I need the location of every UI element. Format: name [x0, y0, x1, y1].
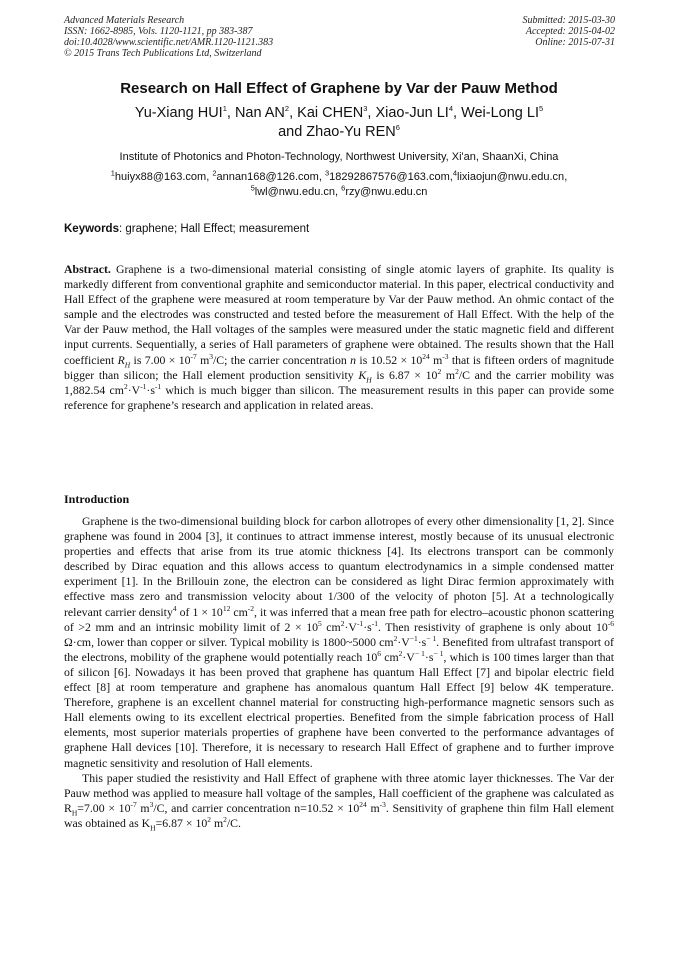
copyright-line: © 2015 Trans Tech Publications Ltd, Switzerland [64, 48, 262, 59]
email-link[interactable]: 18292867576@163.com [329, 171, 450, 183]
journal-info [64, 15, 273, 59]
online-date: Online: 2015-07-31 [535, 37, 615, 48]
email-link[interactable]: annan168@126.com [216, 171, 319, 183]
intro-paragraph-1: Graphene is the two-dimensional building block for carbon allotropes of every other dimensionality [1, 2]. Since graphene was found in 2004 [3], it continues to attract immense interest, mostly because of its unusual electronic properties and effects that arise from its true atomic thickness [4]. Its electrons transport can be commonly described by Dirac equation and this allows access to quantum electrodynamics in a simple condensed matter experiment [1]. In the Brillouin zone, the electron can be considered as light Dirac fermion approximately with effective mass zero and transmission velocity about 1/300 of the velocity of photon [5]. At a technologically relevant carrier density$^4$ of $1 \times 10^{12}$ $cm^{-2}$, it was inferred that a mean free path for electro–acoustic phonon scattering of >2 mm and an intrinsic mobility limit of $2 \times 10^5$ $cm^2\cdot V^{-1}\cdot s^{-1}$. Then resistivity of graphene is only about $10^{-6}$ Ω·cm, lower than copper or silver. Typical mobility is 1800~5000 $cm^2\cdot V^{-1}\cdot s^{- 1}$. Benefited from ultrafast transport of the electrons, mobility of the graphene would potentially reach $10^6$ $cm^2\cdot V^{- 1}\cdot s^{- 1}$, which is 100 times larger than that of silicon [6]. Nowadays it has been proved that graphene has quantum Hall Effect [7] and bipolar electric field effect [8] at room temperature and graphene has anomalous quantum Hall Effect [9] below 4K temperature. Therefore, graphene is an excellent channel material for constructing high-performance magnetic sensors such as Hall elements owing to its excellent electrical properties. Benefited from the simple fabrication process of Hall elements, most superior materials properties of graphene have been converted to the performance advantages of graphene Hall devices [10]. Therefore, it is necessary to research Hall Effect of graphene and to further improve magnetic sensitivity and resolution of Hall elements. [64, 514, 614, 770]
introduction-heading: Introduction [64, 492, 130, 506]
journal-name: Advanced Materials Research [64, 15, 185, 26]
doi-line: doi:10.4028/www.scientific.net/AMR.1120-1121.383 [64, 37, 274, 48]
submitted-date: Submitted: 2015-03-30 [522, 15, 615, 26]
email-link[interactable]: lwl@nwu.edu.cn [254, 186, 336, 198]
author-list: Yu-Xiang HUI$^1$, Nan $AN^2$, Kai CHEN$^3$, Xiao-Jun $LI^4$, Wei-Long $LI^5$ and Zhao-Yu REN$^6$ [134, 104, 544, 140]
paper-title: Research on Hall Effect of Graphene by Var der Pauw Method [120, 80, 558, 97]
introduction-body [64, 514, 614, 831]
dates-info [523, 15, 616, 48]
accepted-date: Accepted: 2015-04-02 [525, 26, 615, 37]
keywords: Keywords: graphene; Hall Effect; measurement [64, 223, 310, 235]
email-link[interactable]: huiyx88@163.com [114, 171, 207, 183]
author-emails: $^1$huiyx88@163.com, $^2$annan168@126.com, $^3$18292867576@163.com,$^4$lixiaojun@nwu.edu.cn, $^5$lwl@nwu.edu.cn, $^6$rzy@nwu.edu.cn [110, 168, 568, 198]
affiliation: Institute of Photonics and Photon-Technology, Northwest University, Xi'an, ShaanXi, China [119, 151, 559, 163]
issn-line: ISSN: 1662-8985, Vols. 1120-1121, pp 383-387 [64, 26, 253, 37]
email-link[interactable]: rzy@nwu.edu.cn [345, 186, 428, 198]
abstract: Abstract. Graphene is a two-dimensional material consisting of single atomic layers of graphite. Its quality is markedly different from conventional graphite and semiconductor material. In this paper, electrical conductivity and Hall Effect of the graphene were measured at room temperature by Var der Pauw method. An ohmic contact of the sample and the electrodes was constructed and tested before the measurement of Hall Effect. With the help of the Var der Pauw method, the Hall voltages of the samples were measured under the static magnetic field and different input currents. Sequentially, a series of Hall parameters of graphene were obtained. The results shown that the Hall coefficient $R_H$ is $7.00 \times 10^{-7}$ $m^3/C$; the carrier concentration n is $10.52 \times 10^{24}$ $m^{-3}$ that is fifteen orders of magnitude bigger than silicon; the Hall element production sensitivity $K_H$ is $6.87 \times 10^2$ $m^2/C$ and the carrier mobility was 1,882.54 $cm^2\cdot V^{-1}\cdot s^{-1}$ which is much bigger than silicon. The measurement results in this paper can provide some reference for graphene’s research and application in related areas. [64, 262, 614, 412]
email-link[interactable]: lixiaojun@nwu.edu.cn [457, 171, 565, 183]
intro-paragraph-2: This paper studied the resistivity and Hall Effect of graphene with three atomic layer thicknesses. The Var der Pauw method was applied to measure hall voltage of the samples, Hall coefficient of the graphene was calculated as $R_H=7.00 \times 10^{-7}$ $m^3/C$, and carrier concentration $n=10.52 \times 10^{24}$ $m^{-3}$. Sensitivity of graphene thin film Hall element was obtained as $K_H=6.87 \times 10^2$ $m^2/C$. [64, 770, 614, 833]
